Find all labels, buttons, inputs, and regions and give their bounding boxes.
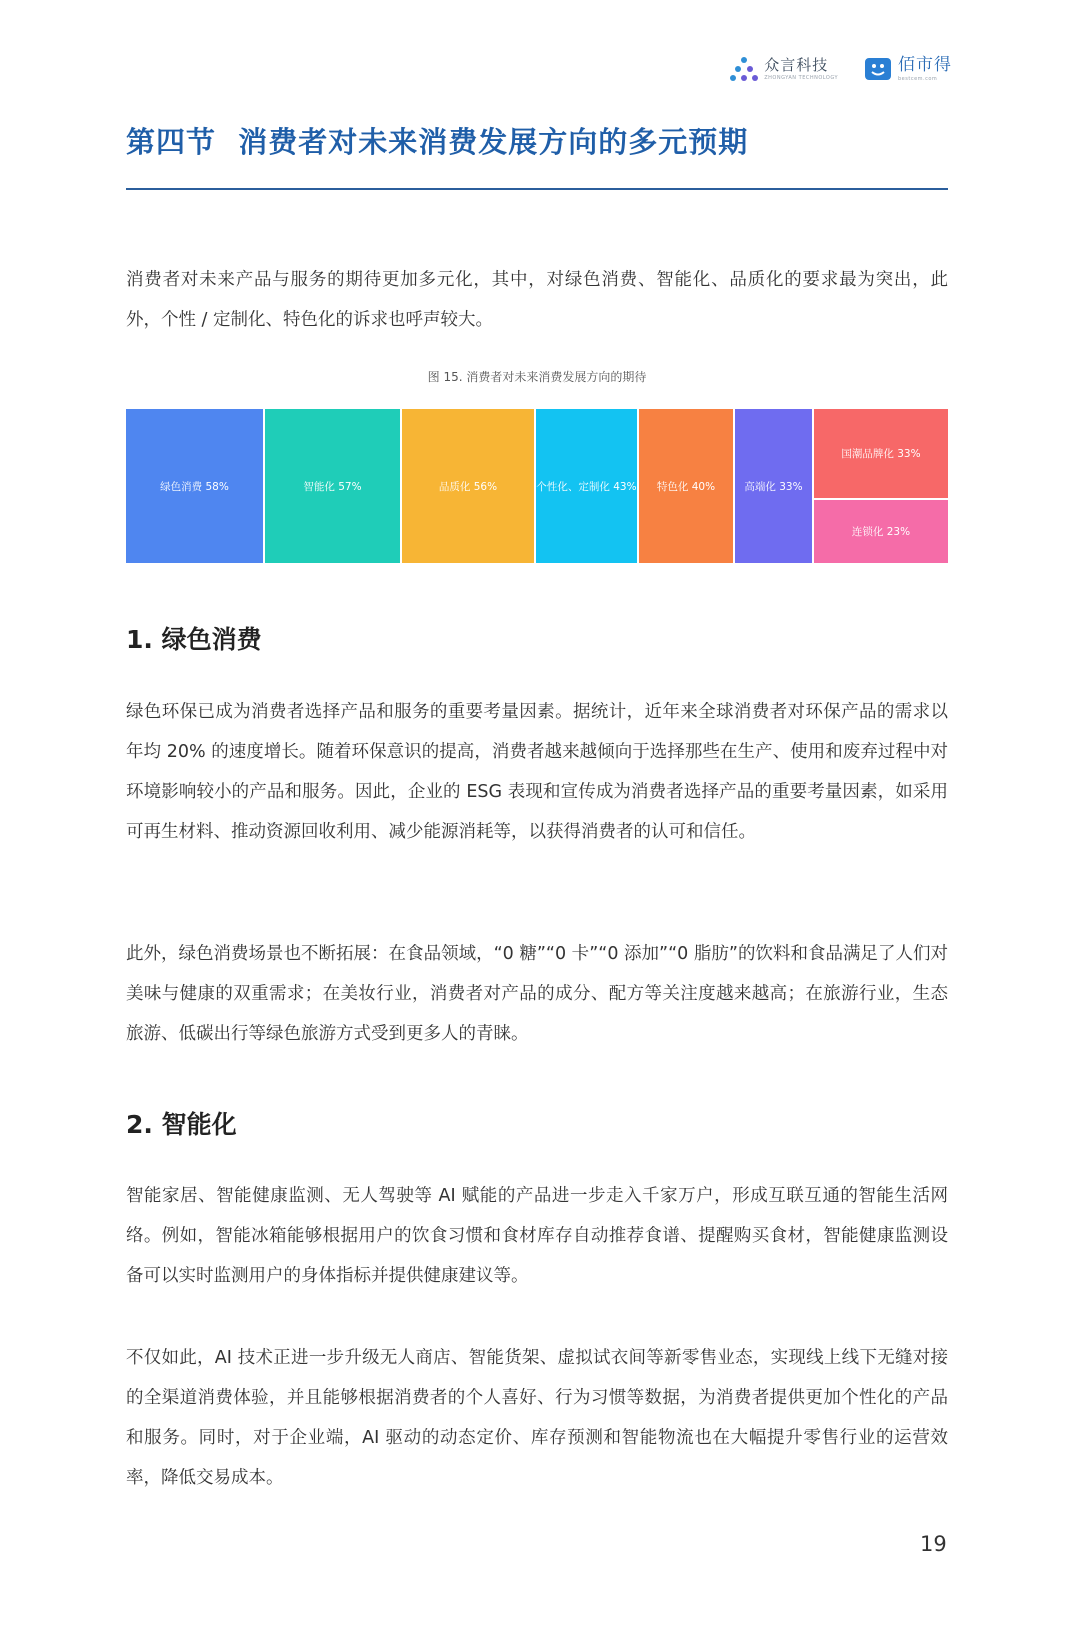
figure-caption: 图 15. 消费者对未来消费发展方向的期待 xyxy=(427,370,647,384)
bestcem-logo-icon xyxy=(864,56,892,82)
zhongyan-logo-name: 众言科技 xyxy=(764,55,829,74)
heading-intelligent: 2. 智能化 xyxy=(126,1110,237,1139)
page-number: 19 xyxy=(920,1532,947,1556)
treemap-tile xyxy=(402,409,534,563)
treemap-tile-label: 高端化 33% xyxy=(744,480,803,493)
intro-paragraph: 消费者对未来产品与服务的期待更加多元化，其中，对绿色消费、智能化、品质化的要求最为突出，此外，个性 / 定制化、特色化的诉求也呼声较大。 xyxy=(126,270,948,330)
zhongyan-logo-icon xyxy=(730,56,758,82)
title-divider xyxy=(126,188,948,190)
treemap-tile-label: 品质化 56% xyxy=(438,480,498,493)
treemap-tile-label: 个性化、定制化 43% xyxy=(536,480,637,493)
treemap-chart xyxy=(126,409,948,563)
treemap-tile xyxy=(536,409,637,563)
bestcem-logo-name: 佰市得 xyxy=(898,54,952,75)
bestcem-logo xyxy=(864,56,952,82)
treemap-tile-label: 国潮品牌化 33% xyxy=(841,448,921,460)
treemap-tile xyxy=(265,409,400,563)
bestcem-logo-sub: bestcem.com xyxy=(898,75,938,82)
treemap-tile xyxy=(814,409,948,498)
treemap-tile xyxy=(735,409,812,563)
treemap-tile-label: 连锁化 23% xyxy=(851,526,911,538)
smart-paragraph-2: 不仅如此，AI 技术正进一步升级无人商店、智能货架、虚拟试衣间等新零售业态，实现线上线下无缝对接的全渠道消费体验，并且能够根据消费者的个人喜好、行为习惯等数据，为消费者提供更加个性化的产品和服务。同时，对于企业端，AI 驱动的动态定价、库存预测和智能物流也在大幅提升零售行业的运营效率，降低交易成本。 xyxy=(126,1348,948,1488)
heading-green-consumption: 1. 绿色消费 xyxy=(126,625,262,654)
green-paragraph-2: 此外，绿色消费场景也不断拓展：在食品领域，“0 糖”“0 卡”“0 添加”“0 脂肪”的饮料和食品满足了人们对美味与健康的双重需求；在美妆行业，消费者对产品的成分、配方等关注度越来越高；在旅游行业，生态旅游、低碳出行等绿色旅游方式受到更多人的青睐。 xyxy=(126,944,948,1044)
treemap-tile-label: 特色化 40% xyxy=(656,480,716,493)
green-paragraph-1: 绿色环保已成为消费者选择产品和服务的重要考量因素。据统计，近年来全球消费者对环保产品的需求以年均 20% 的速度增长。随着环保意识的提高，消费者越来越倾向于选择那些在生产、使用和废弃过程中对环境影响较小的产品和服务。因此，企业的 ESG 表现和宣传成为消费者选择产品的重要考量因素，如采用可再生材料、推动资源回收利用、减少能源消耗等，以获得消费者的认可和信任。 xyxy=(126,702,948,842)
zhongyan-logo xyxy=(730,56,838,82)
treemap-tile xyxy=(814,500,948,563)
treemap-tile-label: 绿色消费 58% xyxy=(160,480,229,493)
zhongyan-logo-sub: ZHONGYAN TECHNOLOGY xyxy=(764,74,838,81)
header-logos xyxy=(730,56,952,82)
smart-paragraph-1: 智能家居、智能健康监测、无人驾驶等 AI 赋能的产品进一步走入千家万户，形成互联互通的智能生活网络。例如，智能冰箱能够根据用户的饮食习惯和食材库存自动推荐食谱、提醒购买食材，智能健康监测设备可以实时监测用户的身体指标并提供健康建议等。 xyxy=(126,1186,948,1286)
section-title: 第四节 消费者对未来消费发展方向的多元预期 xyxy=(126,125,749,159)
treemap-tile xyxy=(639,409,733,563)
treemap-tile-label: 智能化 57% xyxy=(303,480,362,493)
treemap-tile xyxy=(126,409,263,563)
